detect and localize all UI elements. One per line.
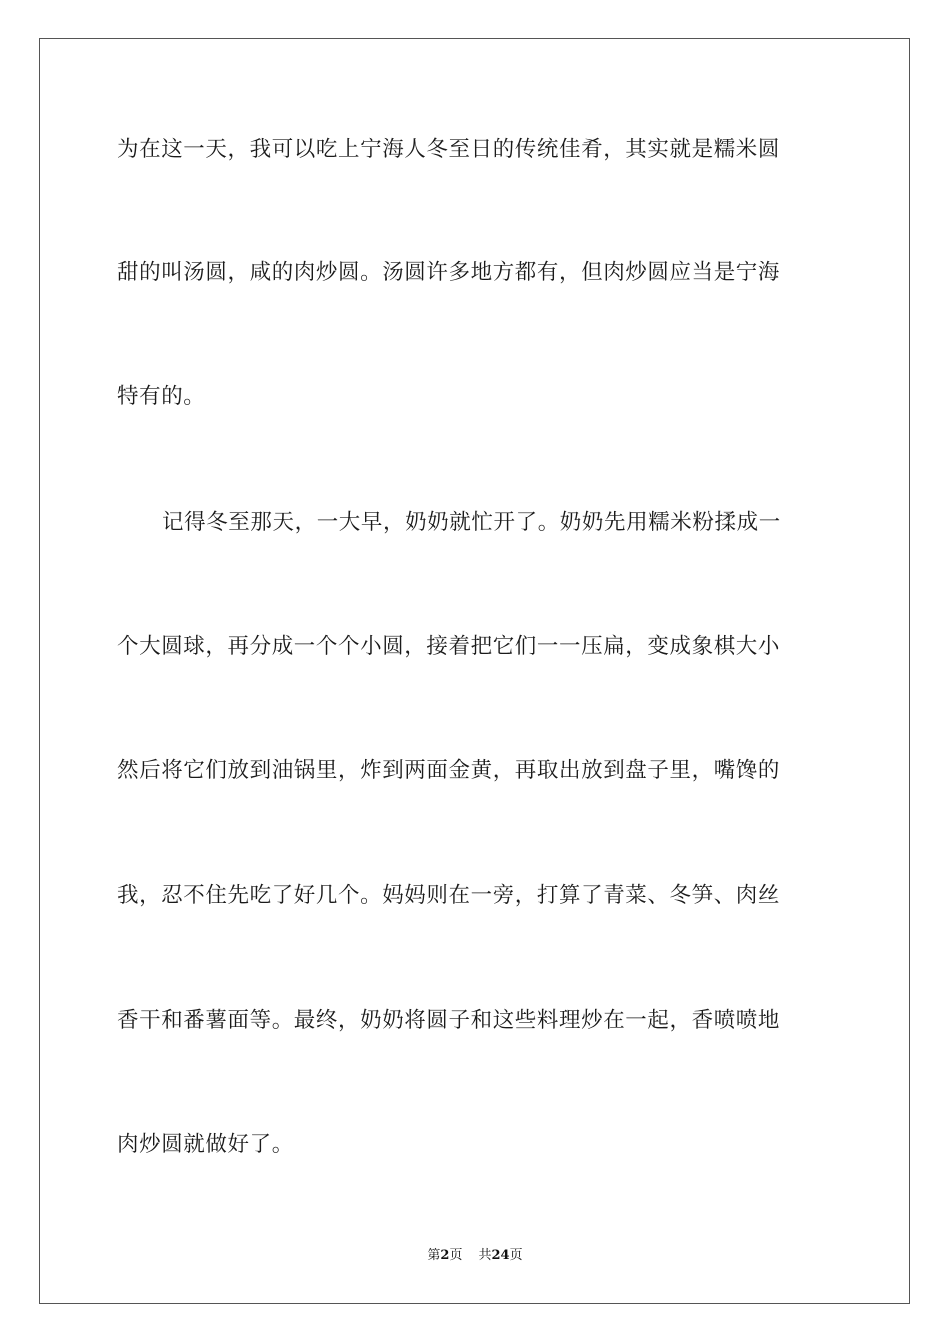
text-line: 肉炒圆就做好了。 [117,1132,294,1157]
total-prefix: 共 [478,1248,492,1263]
text-line: 我，忍不住先吃了好几个。妈妈则在一旁，打算了青菜、冬笋、肉丝 [117,883,781,908]
text-line: 香干和番薯面等。最终，奶奶将圆子和这些料理炒在一起，香喷喷地 [117,1008,781,1033]
text-line: 然后将它们放到油锅里，炸到两面金黄，再取出放到盘子里，嘴馋的 [117,758,781,783]
page-footer [0,1246,950,1266]
total-suffix: 页 [509,1248,523,1263]
text-line-paragraph-start: 记得冬至那天，一大早，奶奶就忙开了。奶奶先用糯米粉揉成一 [162,510,781,535]
page-frame [39,38,910,1304]
text-line: 个大圆球，再分成一个个小圆，接着把它们一一压扁，变成象棋大小 [117,634,781,659]
page-number: 2 [440,1248,450,1263]
text-line: 为在这一天，我可以吃上宁海人冬至日的传统佳肴，其实就是糯米圆 [117,137,781,162]
page-suffix: 页 [449,1248,463,1263]
total-pages: 24 [491,1248,510,1263]
text-line: 甜的叫汤圆，咸的肉炒圆。汤圆许多地方都有，但肉炒圆应当是宁海 [117,260,781,285]
text-line: 特有的。 [117,384,206,409]
page-prefix: 第 [427,1248,441,1263]
